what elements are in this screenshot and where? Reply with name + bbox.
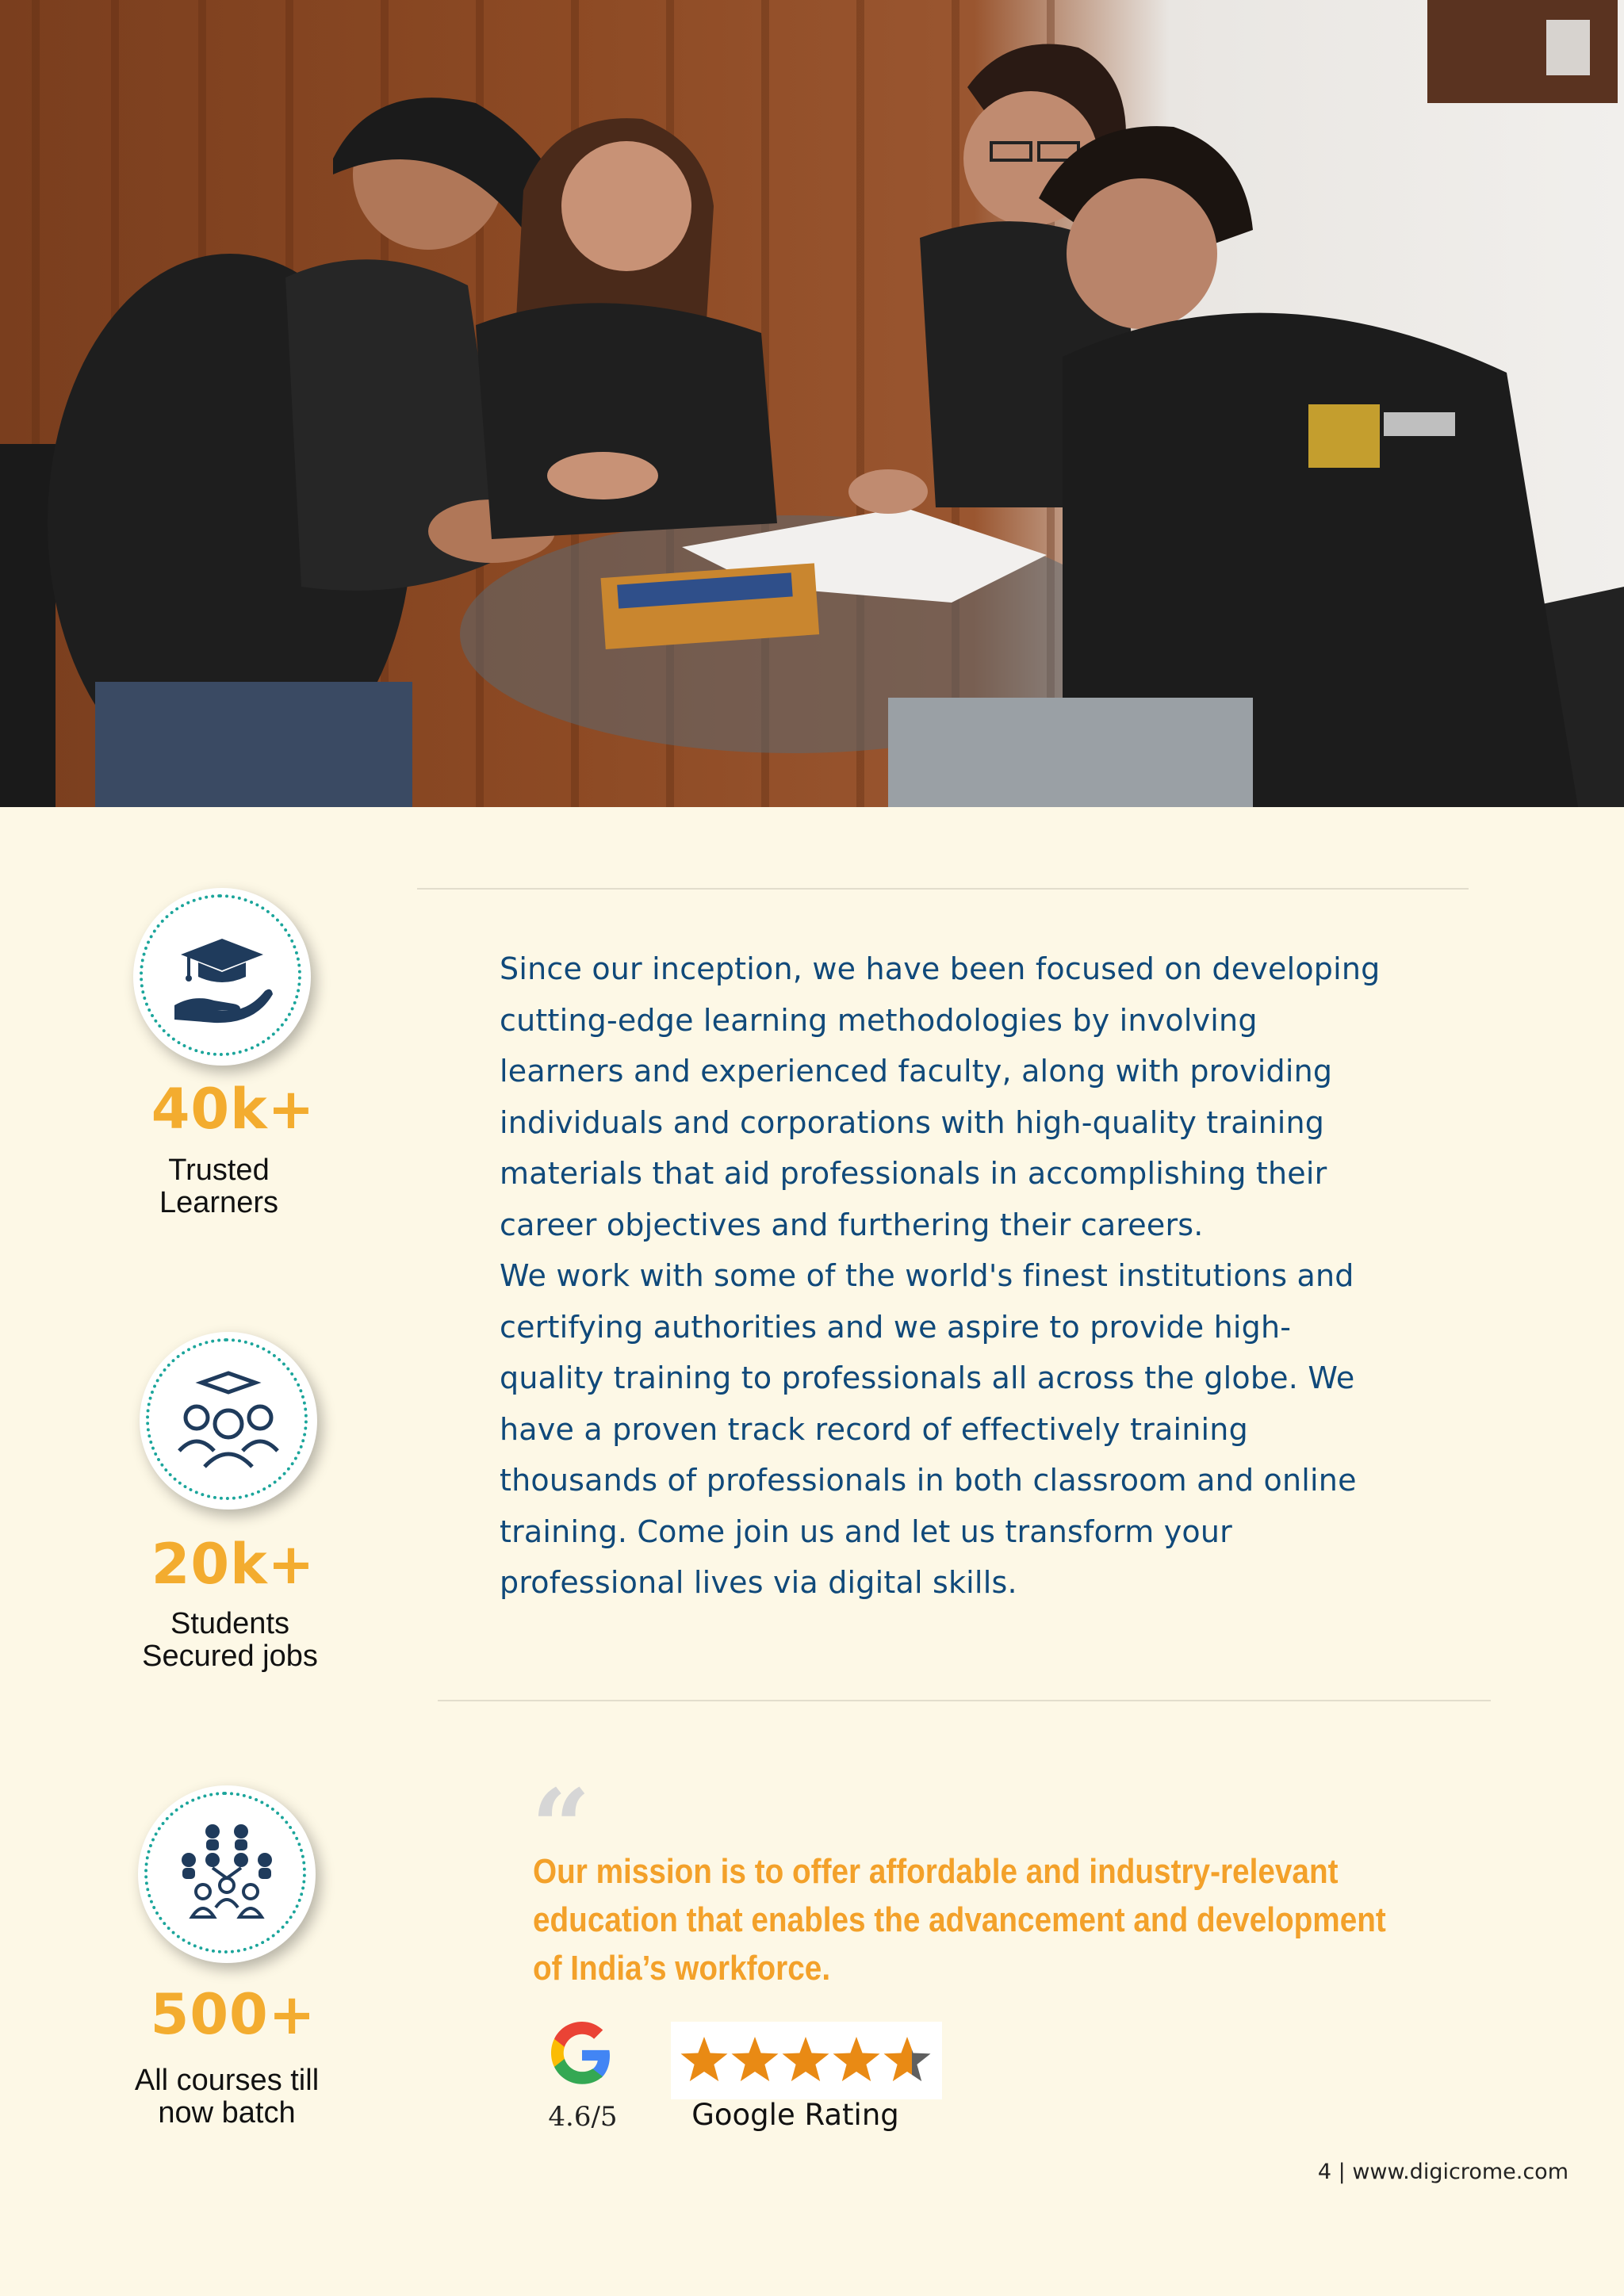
intro-line: professional lives via digital skills. bbox=[500, 1565, 1017, 1600]
page-footer: 4 | www.digicrome.com bbox=[1317, 2160, 1568, 2184]
quote-mark-icon: “ bbox=[531, 1766, 591, 1888]
hero-photo bbox=[0, 0, 1624, 807]
team-meeting-photo bbox=[0, 0, 1624, 807]
stat-label-batches: All courses till now batch bbox=[134, 2064, 320, 2130]
intro-line: We work with some of the world's finest institutions and bbox=[500, 1258, 1354, 1293]
stat-value-learners: 40k+ bbox=[151, 1077, 316, 1142]
intro-paragraph bbox=[500, 943, 1451, 1609]
intro-line: Since our inception, we have been focused on developing bbox=[500, 951, 1381, 986]
star-rating bbox=[671, 2022, 942, 2099]
mission-line: education that enables the advancement and development bbox=[533, 1900, 1386, 1939]
star-icon bbox=[681, 2037, 728, 2081]
intro-line: quality training to professionals all across the globe. We bbox=[500, 1360, 1355, 1395]
star-icon bbox=[732, 2037, 779, 2081]
graduation-cap-hand-icon bbox=[167, 921, 278, 1032]
intro-line: have a proven track record of effectively training bbox=[500, 1411, 1248, 1447]
stat-label-jobs: Students Secured jobs bbox=[142, 1607, 318, 1673]
divider-middle bbox=[438, 1700, 1491, 1701]
intro-line: learners and experienced faculty, along with providing bbox=[500, 1054, 1333, 1089]
intro-line: cutting-edge learning methodologies by involving bbox=[500, 1002, 1258, 1038]
stat-icon-circle-batches bbox=[138, 1785, 316, 1963]
stat-label-learners: Trusted Learners bbox=[159, 1154, 278, 1219]
rating-score: 4.6/5 bbox=[548, 2101, 618, 2133]
intro-line: training. Come join us and let us transform your bbox=[500, 1513, 1232, 1549]
star-icon bbox=[833, 2037, 880, 2081]
intro-line: career objectives and furthering their careers. bbox=[500, 1207, 1204, 1242]
stars-icon bbox=[679, 2034, 933, 2085]
mission-statement bbox=[533, 1847, 1482, 1992]
stat-value-jobs: 20k+ bbox=[151, 1532, 316, 1597]
intro-line: materials that aid professionals in accomplishing their bbox=[500, 1156, 1327, 1191]
rating-label: Google Rating bbox=[691, 2098, 899, 2132]
star-icon bbox=[783, 2037, 829, 2081]
stat-icon-circle-learners bbox=[133, 888, 311, 1066]
mission-line: Our mission is to offer affordable and industry-relevant bbox=[533, 1852, 1339, 1891]
people-network-icon bbox=[171, 1819, 282, 1930]
intro-line: certifying authorities and we aspire to provide high- bbox=[500, 1309, 1292, 1345]
graduates-group-icon bbox=[173, 1365, 284, 1476]
star-icon bbox=[884, 2037, 931, 2081]
divider-top bbox=[417, 888, 1469, 890]
stat-icon-circle-jobs bbox=[140, 1332, 317, 1510]
mission-line: of India’s workforce. bbox=[533, 1949, 831, 1988]
stat-value-batches: 500+ bbox=[150, 1982, 316, 2047]
intro-line: thousands of professionals in both classroom and online bbox=[500, 1463, 1357, 1498]
google-g-icon bbox=[549, 2022, 615, 2088]
intro-line: individuals and corporations with high-quality training bbox=[500, 1104, 1325, 1140]
